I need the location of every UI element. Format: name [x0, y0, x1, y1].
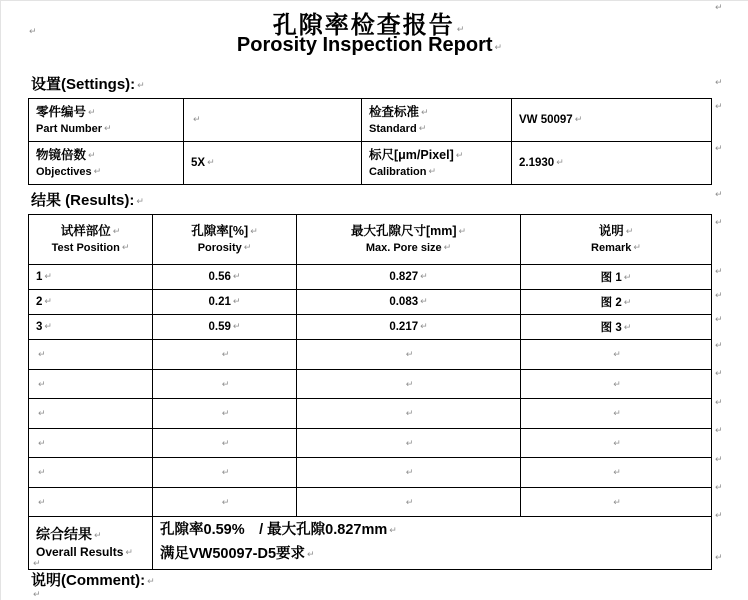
test-position-cell: 1 ↵	[29, 265, 153, 290]
pilcrow-mark: ↵	[38, 497, 46, 508]
pilcrow-mark: ↵	[613, 379, 621, 390]
pilcrow-mark: ↵	[44, 297, 52, 307]
pilcrow-mark: ↵	[715, 3, 723, 13]
empty-cell	[521, 340, 712, 370]
pilcrow-mark: ↵	[232, 297, 241, 307]
pilcrow-mark: ↵	[147, 577, 155, 587]
pilcrow-mark: ↵	[574, 115, 583, 125]
pilcrow-mark: ↵	[715, 78, 723, 88]
pilcrow-mark: ↵	[405, 350, 414, 361]
empty-cell	[153, 458, 297, 488]
empty-cell	[29, 458, 153, 488]
pilcrow-mark: ↵	[44, 322, 52, 332]
pilcrow-mark: ↵	[715, 369, 723, 379]
page-title-chinese: 孔隙率检查报告 ↵	[272, 10, 467, 39]
pilcrow-mark: ↵	[456, 25, 467, 35]
porosity-header-cell: 孔隙率[%] ↵ Porosity ↵	[153, 215, 297, 265]
pilcrow-mark: ↵	[93, 166, 102, 177]
pilcrow-mark: ↵	[307, 550, 315, 560]
empty-cell	[521, 487, 712, 517]
empty-cell	[153, 487, 297, 517]
pilcrow-mark: ↵	[420, 297, 428, 307]
pilcrow-mark: ↵	[443, 243, 452, 253]
overall-results-label-cell: 综合结果 ↵ Overall Results ↵	[29, 517, 153, 570]
pilcrow-mark: ↵	[613, 468, 621, 479]
pilcrow-mark: ↵	[88, 150, 96, 161]
remark-cell: 图 2 ↵	[521, 290, 712, 315]
pilcrow-mark: ↵	[613, 350, 621, 361]
pilcrow-mark: ↵	[136, 197, 144, 207]
pilcrow-mark: ↵	[125, 547, 133, 558]
empty-cell	[521, 458, 712, 488]
empty-cell	[153, 369, 297, 399]
empty-cell	[29, 340, 153, 370]
pilcrow-mark: ↵	[405, 468, 414, 479]
calibration-value-cell: 2.1930 ↵	[512, 142, 712, 185]
empty-cell	[521, 369, 712, 399]
pilcrow-mark: ↵	[715, 398, 723, 408]
pilcrow-mark: ↵	[625, 227, 634, 237]
part-number-value-cell	[184, 99, 362, 142]
pilcrow-mark: ↵	[33, 590, 41, 600]
pilcrow-mark: ↵	[94, 530, 102, 541]
table-row	[29, 428, 712, 458]
max-pore-size-header-cell: 最大孔隙尺寸[mm] ↵ Max. Pore size ↵	[297, 215, 521, 265]
objectives-label-cell: 物镜倍数 ↵ Objectives ↵	[29, 142, 184, 185]
pilcrow-mark: ↵	[232, 272, 241, 282]
pilcrow-mark: ↵	[405, 497, 414, 508]
pilcrow-mark: ↵	[613, 497, 621, 508]
pilcrow-mark: ↵	[221, 379, 230, 390]
empty-cell	[297, 340, 521, 370]
empty-cell	[29, 399, 153, 429]
pilcrow-mark: ↵	[221, 409, 230, 420]
pilcrow-mark: ↵	[112, 227, 121, 237]
porosity-cell: 0.56 ↵	[153, 265, 297, 290]
calibration-label-cell: 标尺[μm/Pixel] ↵ Calibration ↵	[362, 142, 512, 185]
pilcrow-mark: ↵	[121, 243, 130, 253]
empty-cell	[29, 369, 153, 399]
pilcrow-mark: ↵	[613, 438, 621, 449]
pilcrow-mark: ↵	[137, 81, 145, 91]
pilcrow-mark: ↵	[405, 379, 414, 390]
remark-header-cell: 说明 ↵ Remark ↵	[521, 215, 712, 265]
pilcrow-mark: ↵	[207, 158, 215, 168]
pilcrow-mark: ↵	[44, 272, 52, 282]
pilcrow-mark: ↵	[418, 123, 427, 134]
pilcrow-mark: ↵	[623, 323, 632, 333]
table-row	[29, 265, 712, 290]
pilcrow-mark: ↵	[494, 43, 503, 53]
pilcrow-mark: ↵	[715, 267, 723, 277]
pilcrow-mark: ↵	[33, 559, 41, 569]
results-table	[28, 214, 712, 570]
porosity-cell: 0.59 ↵	[153, 315, 297, 340]
pilcrow-mark: ↵	[715, 455, 723, 465]
pilcrow-mark: ↵	[455, 150, 464, 161]
empty-cell	[29, 487, 153, 517]
pilcrow-mark: ↵	[221, 468, 230, 479]
settings-table	[28, 98, 712, 185]
pilcrow-mark: ↵	[389, 526, 397, 536]
pilcrow-mark: ↵	[221, 497, 230, 508]
table-row	[29, 399, 712, 429]
porosity-cell: 0.21 ↵	[153, 290, 297, 315]
pilcrow-mark: ↵	[250, 227, 258, 237]
empty-cell	[297, 458, 521, 488]
standard-label-cell: 检查标准 ↵ Standard ↵	[362, 99, 512, 142]
pilcrow-mark: ↵	[420, 322, 428, 332]
pilcrow-mark: ↵	[715, 190, 723, 200]
pilcrow-mark: ↵	[88, 107, 96, 118]
pilcrow-mark: ↵	[221, 438, 230, 449]
test-position-header-cell: 试样部位 ↵ Test Position ↵	[29, 215, 153, 265]
pilcrow-mark: ↵	[38, 409, 46, 420]
pilcrow-mark: ↵	[715, 426, 723, 436]
pore-size-cell: 0.083 ↵	[297, 290, 521, 315]
overall-results-value-cell: 孔隙率0.59% / 最大孔隙0.827mm ↵ 满足VW50097-D5要求 ↵	[153, 517, 712, 570]
pilcrow-mark: ↵	[428, 166, 436, 177]
pilcrow-mark: ↵	[715, 341, 723, 351]
pilcrow-mark: ↵	[715, 483, 723, 493]
pilcrow-mark: ↵	[420, 272, 428, 282]
pilcrow-mark: ↵	[243, 243, 252, 253]
pilcrow-mark: ↵	[458, 227, 467, 237]
empty-cell	[153, 399, 297, 429]
empty-cell	[297, 487, 521, 517]
pilcrow-mark: ↵	[715, 511, 723, 521]
pilcrow-mark: ↵	[623, 273, 632, 283]
empty-cell	[297, 428, 521, 458]
pore-size-cell: 0.827 ↵	[297, 265, 521, 290]
objectives-value-cell: 5X ↵	[184, 142, 362, 185]
pilcrow-mark: ↵	[421, 107, 429, 118]
pilcrow-mark: ↵	[405, 409, 414, 420]
pilcrow-mark: ↵	[715, 315, 723, 325]
table-row	[29, 369, 712, 399]
standard-value-cell: VW 50097 ↵	[512, 99, 712, 142]
empty-cell	[153, 428, 297, 458]
pilcrow-mark: ↵	[633, 243, 641, 253]
pilcrow-mark: ↵	[715, 144, 723, 154]
table-row	[29, 458, 712, 488]
pilcrow-mark: ↵	[556, 158, 564, 168]
table-row	[29, 315, 712, 340]
pilcrow-mark: ↵	[38, 379, 46, 390]
pilcrow-mark: ↵	[104, 123, 112, 134]
pilcrow-mark: ↵	[193, 115, 201, 125]
results-header-row	[29, 215, 712, 265]
part-number-label-cell: 零件编号 ↵ Part Number ↵	[29, 99, 184, 142]
empty-cell	[521, 428, 712, 458]
pilcrow-mark: ↵	[715, 102, 723, 112]
pilcrow-mark: ↵	[405, 438, 414, 449]
empty-cell	[297, 399, 521, 429]
empty-cell	[297, 369, 521, 399]
pilcrow-mark: ↵	[715, 218, 723, 228]
empty-cell	[29, 428, 153, 458]
pilcrow-mark: ↵	[715, 553, 723, 563]
pore-size-cell: 0.217 ↵	[297, 315, 521, 340]
results-heading: 结果 (Results): ↵	[31, 192, 144, 209]
empty-cell	[521, 399, 712, 429]
pilcrow-mark: ↵	[623, 298, 632, 308]
pilcrow-mark: ↵	[715, 291, 723, 301]
pilcrow-mark: ↵	[29, 27, 37, 37]
pilcrow-mark: ↵	[232, 322, 241, 332]
empty-cell	[153, 340, 297, 370]
page-title-english: Porosity Inspection Report ↵	[236, 34, 503, 56]
table-row	[29, 99, 712, 142]
comment-heading: 说明(Comment): ↵	[31, 572, 155, 589]
remark-cell: 图 1 ↵	[521, 265, 712, 290]
pilcrow-mark: ↵	[613, 409, 621, 420]
settings-heading: 设置(Settings): ↵	[31, 76, 145, 93]
pilcrow-mark: ↵	[38, 468, 46, 479]
overall-results-row	[29, 517, 712, 570]
test-position-cell: 2 ↵	[29, 290, 153, 315]
table-row	[29, 290, 712, 315]
table-row	[29, 142, 712, 185]
pilcrow-mark: ↵	[38, 438, 46, 449]
pilcrow-mark: ↵	[38, 350, 46, 361]
pilcrow-mark: ↵	[221, 350, 230, 361]
test-position-cell: 3 ↵	[29, 315, 153, 340]
remark-cell: 图 3 ↵	[521, 315, 712, 340]
table-row	[29, 340, 712, 370]
table-row	[29, 487, 712, 517]
